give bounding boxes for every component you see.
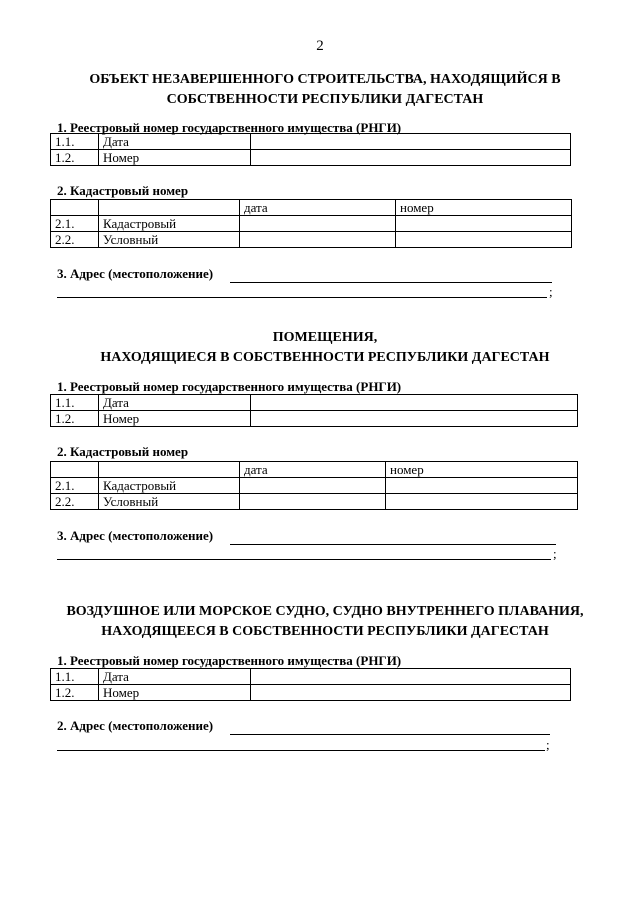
section-1-cadastral-label: 2. Кадастровый номер	[57, 183, 189, 198]
row-number: 2.1.	[51, 216, 99, 232]
row-label: Условный	[99, 494, 240, 510]
section-3-title	[40, 602, 610, 642]
table-row	[51, 232, 572, 248]
table-row	[51, 150, 571, 166]
row-number: 1.2.	[51, 150, 99, 166]
column-header-date: дата	[240, 462, 386, 478]
table-row	[51, 395, 578, 411]
section-1-title	[40, 70, 610, 110]
table-row	[51, 669, 571, 685]
row-label: Дата	[99, 669, 251, 685]
row-number: 2.2.	[51, 494, 99, 510]
date-value-cell[interactable]	[251, 669, 571, 685]
table-row	[51, 494, 578, 510]
address-line[interactable]	[230, 734, 550, 735]
number-value-cell[interactable]	[251, 150, 571, 166]
table-header-row	[51, 200, 572, 216]
section-2-address-label: 3. Адрес (местоположение)	[57, 528, 214, 543]
section-3-address-label: 2. Адрес (местоположение)	[57, 718, 214, 733]
number-value-cell[interactable]	[251, 411, 578, 427]
empty-cell	[51, 462, 99, 478]
row-label: Кадастровый	[99, 478, 240, 494]
section-2-cadastral-label: 2. Кадастровый номер	[57, 444, 189, 459]
address-line[interactable]	[230, 544, 556, 545]
address-line[interactable]	[57, 750, 545, 751]
date-value-cell[interactable]	[240, 478, 386, 494]
empty-cell	[51, 200, 99, 216]
column-header-number: номер	[396, 200, 572, 216]
number-value-cell[interactable]	[386, 494, 578, 510]
date-value-cell[interactable]	[251, 134, 571, 150]
date-value-cell[interactable]	[240, 494, 386, 510]
row-number: 1.2.	[51, 685, 99, 701]
row-label: Номер	[99, 411, 251, 427]
table-row	[51, 478, 578, 494]
section-1-rngi-table	[50, 133, 571, 166]
row-number: 2.1.	[51, 478, 99, 494]
row-number: 1.1.	[51, 669, 99, 685]
section-1-cadastral-table	[50, 199, 572, 248]
row-number: 2.2.	[51, 232, 99, 248]
page-number: 2	[316, 38, 324, 54]
address-line[interactable]	[57, 297, 547, 298]
row-label: Кадастровый	[99, 216, 240, 232]
address-end-mark: ;	[546, 737, 550, 752]
number-value-cell[interactable]	[396, 216, 572, 232]
date-value-cell[interactable]	[240, 216, 396, 232]
section-1-title-line-1: ОБЪЕКТ НЕЗАВЕРШЕННОГО СТРОИТЕЛЬСТВА, НАХОДЯЩИЙСЯ В	[89, 72, 561, 87]
row-number: 1.1.	[51, 395, 99, 411]
section-2-title	[40, 328, 610, 368]
section-2-rngi-table	[50, 394, 578, 427]
empty-cell	[99, 462, 240, 478]
number-value-cell[interactable]	[386, 478, 578, 494]
section-2-title-line-2: НАХОДЯЩИЕСЯ В СОБСТВЕННОСТИ РЕСПУБЛИКИ ДАГЕСТАН	[100, 350, 550, 365]
section-3-title-line-1: ВОЗДУШНОЕ ИЛИ МОРСКОЕ СУДНО, СУДНО ВНУТРЕННЕГО ПЛАВАНИЯ,	[66, 604, 584, 619]
date-value-cell[interactable]	[240, 232, 396, 248]
section-3-title-line-2: НАХОДЯЩЕЕСЯ В СОБСТВЕННОСТИ РЕСПУБЛИКИ ДАГЕСТАН	[101, 624, 549, 639]
table-header-row	[51, 462, 578, 478]
row-label: Дата	[99, 395, 251, 411]
address-line[interactable]	[57, 559, 551, 560]
empty-cell	[99, 200, 240, 216]
section-1-address-label: 3. Адрес (местоположение)	[57, 266, 214, 281]
row-number: 1.1.	[51, 134, 99, 150]
section-3-rngi-label: 1. Реестровый номер государственного имущества (РНГИ)	[57, 653, 402, 668]
date-value-cell[interactable]	[251, 395, 578, 411]
address-line[interactable]	[230, 282, 552, 283]
section-2-title-line-1: ПОМЕЩЕНИЯ,	[272, 330, 378, 345]
number-value-cell[interactable]	[251, 685, 571, 701]
section-2-rngi-label: 1. Реестровый номер государственного имущества (РНГИ)	[57, 379, 402, 394]
row-number: 1.2.	[51, 411, 99, 427]
row-label: Дата	[99, 134, 251, 150]
section-1-title-line-2: СОБСТВЕННОСТИ РЕСПУБЛИКИ ДАГЕСТАН	[166, 92, 484, 107]
column-header-date: дата	[240, 200, 396, 216]
table-row	[51, 216, 572, 232]
row-label: Номер	[99, 150, 251, 166]
row-label: Номер	[99, 685, 251, 701]
table-row	[51, 134, 571, 150]
section-1-rngi-label: 1. Реестровый номер государственного имущества (РНГИ)	[57, 120, 402, 135]
section-2-cadastral-table	[50, 461, 578, 510]
section-3-rngi-table	[50, 668, 571, 701]
address-end-mark: ;	[549, 284, 553, 299]
table-row	[51, 685, 571, 701]
row-label: Условный	[99, 232, 240, 248]
table-row	[51, 411, 578, 427]
address-end-mark: ;	[553, 546, 557, 561]
column-header-number: номер	[386, 462, 578, 478]
number-value-cell[interactable]	[396, 232, 572, 248]
